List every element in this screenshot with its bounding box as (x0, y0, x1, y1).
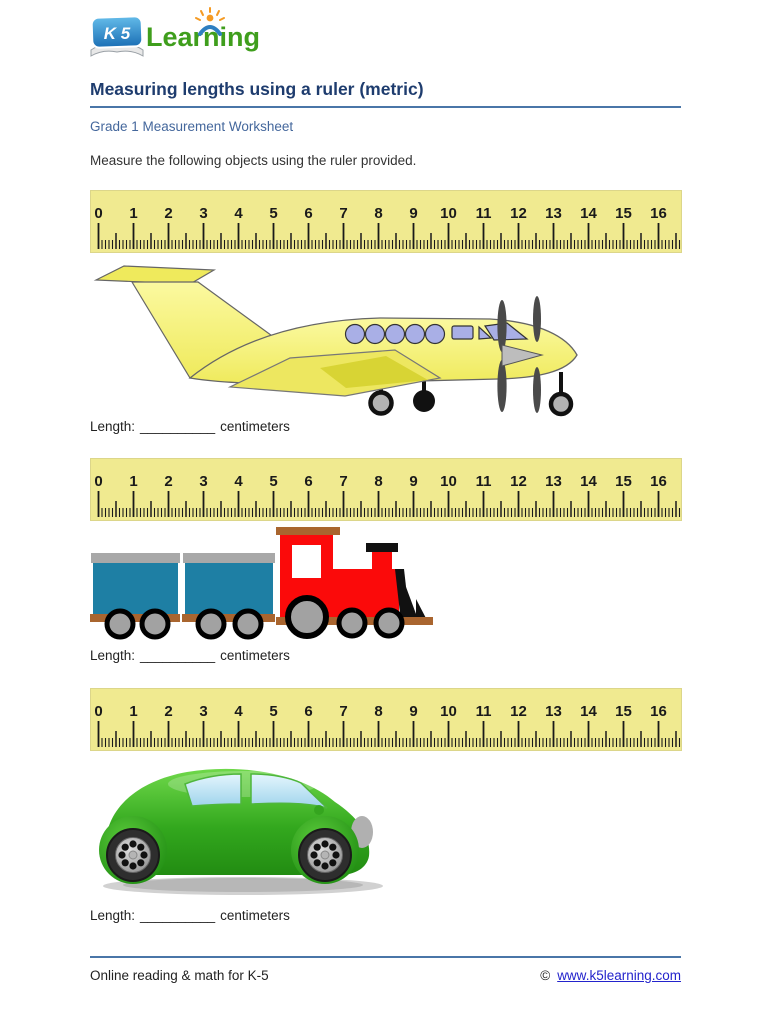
svg-text:4: 4 (234, 473, 243, 490)
length-answer-line (90, 419, 290, 434)
svg-text:15: 15 (615, 473, 632, 490)
svg-text:3: 3 (199, 205, 208, 222)
answer-blank: __________ (140, 648, 216, 663)
svg-text:12: 12 (510, 473, 527, 490)
ruler-scale (91, 459, 681, 520)
svg-text:4: 4 (234, 703, 243, 720)
k5-learning-logo (88, 12, 308, 62)
svg-text:15: 15 (615, 205, 632, 222)
learner-figure-icon (192, 6, 228, 38)
svg-text:7: 7 (339, 703, 348, 720)
svg-text:1: 1 (129, 703, 138, 720)
svg-text:4: 4 (234, 205, 243, 222)
svg-text:16: 16 (650, 473, 667, 490)
svg-text:8: 8 (374, 703, 383, 720)
unit-label: centimeters (220, 908, 290, 923)
svg-text:14: 14 (580, 703, 597, 720)
svg-text:1: 1 (129, 473, 138, 490)
train-image (90, 527, 440, 652)
svg-text:6: 6 (304, 473, 313, 490)
ruler (90, 190, 682, 253)
length-label: Length: (90, 908, 136, 923)
instruction-text: Measure the following objects using the ruler provided. (90, 153, 417, 168)
svg-text:0: 0 (94, 473, 103, 490)
svg-text:2: 2 (164, 205, 173, 222)
answer-blank: __________ (140, 908, 216, 923)
svg-text:0: 0 (94, 703, 103, 720)
footer-divider (90, 956, 681, 958)
svg-text:12: 12 (510, 205, 527, 222)
svg-text:2: 2 (164, 473, 173, 490)
svg-text:K 5: K 5 (103, 24, 131, 43)
svg-text:13: 13 (545, 703, 562, 720)
svg-text:9: 9 (409, 703, 418, 720)
svg-text:8: 8 (374, 473, 383, 490)
svg-text:5: 5 (269, 703, 278, 720)
answer-blank: __________ (140, 419, 216, 434)
page-title: Measuring lengths using a ruler (metric) (90, 79, 424, 99)
airplane-image (90, 256, 590, 418)
svg-text:10: 10 (440, 473, 457, 490)
car-image (93, 758, 385, 900)
svg-text:6: 6 (304, 205, 313, 222)
footer-tagline: Online reading & math for K-5 (90, 968, 269, 983)
svg-text:5: 5 (269, 473, 278, 490)
footer-link[interactable]: www.k5learning.com (557, 968, 681, 983)
svg-text:9: 9 (409, 473, 418, 490)
length-answer-line (90, 648, 290, 663)
length-label: Length: (90, 419, 136, 434)
unit-label: centimeters (220, 419, 290, 434)
unit-label: centimeters (220, 648, 290, 663)
length-label: Length: (90, 648, 136, 663)
svg-text:8: 8 (374, 205, 383, 222)
ruler-scale (91, 191, 681, 252)
svg-text:12: 12 (510, 703, 527, 720)
svg-text:7: 7 (339, 205, 348, 222)
svg-text:10: 10 (440, 205, 457, 222)
svg-text:11: 11 (475, 205, 492, 222)
svg-text:7: 7 (339, 473, 348, 490)
svg-text:11: 11 (475, 473, 492, 490)
svg-text:9: 9 (409, 205, 418, 222)
svg-text:3: 3 (199, 473, 208, 490)
svg-text:13: 13 (545, 205, 562, 222)
ruler (90, 688, 682, 751)
svg-text:16: 16 (650, 205, 667, 222)
svg-text:1: 1 (129, 205, 138, 222)
copyright-symbol: © (540, 968, 551, 983)
svg-text:14: 14 (580, 473, 597, 490)
brand-text: Learning (146, 22, 261, 52)
book-icon (88, 14, 146, 60)
svg-text:10: 10 (440, 703, 457, 720)
svg-text:16: 16 (650, 703, 667, 720)
footer-credit (540, 968, 681, 983)
svg-text:0: 0 (94, 205, 103, 222)
length-answer-line (90, 908, 290, 923)
ruler-scale (91, 689, 681, 750)
svg-text:13: 13 (545, 473, 562, 490)
svg-text:5: 5 (269, 205, 278, 222)
svg-text:6: 6 (304, 703, 313, 720)
svg-text:15: 15 (615, 703, 632, 720)
svg-text:3: 3 (199, 703, 208, 720)
svg-text:14: 14 (580, 205, 597, 222)
worksheet-subtitle: Grade 1 Measurement Worksheet (90, 119, 294, 134)
svg-text:2: 2 (164, 703, 173, 720)
title-divider (90, 106, 681, 108)
svg-text:11: 11 (475, 703, 492, 720)
ruler (90, 458, 682, 521)
